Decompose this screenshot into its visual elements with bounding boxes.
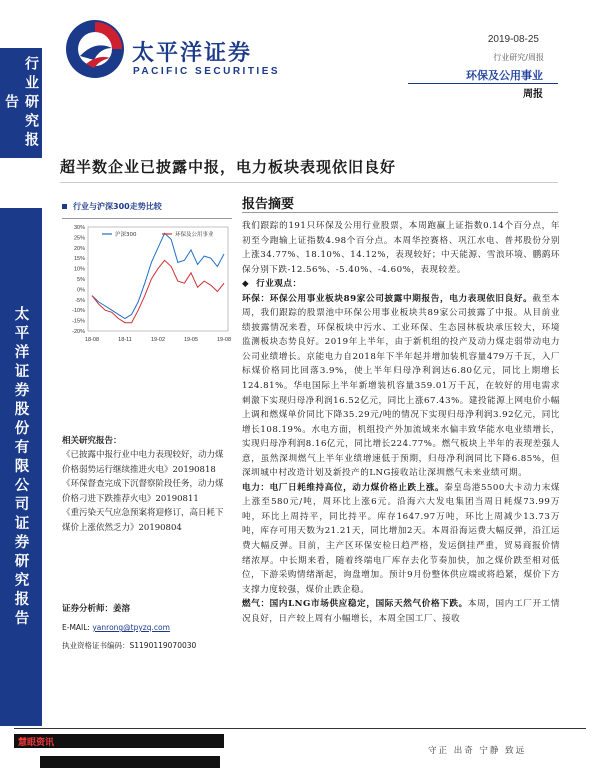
x-tick-label: 19-05 [183, 337, 199, 343]
industry-name: 环保及公用事业 [466, 69, 543, 82]
y-tick-label: 0% [77, 287, 85, 294]
sidebar-top-label: 行业研究报告 [3, 55, 39, 151]
gas-lead: 燃气：国内LNG市场供应稳定，国际天然气价格下跌。 [242, 599, 468, 610]
y-tick-label: 20% [73, 245, 85, 252]
environment-text: 截至本周，我们跟踪的股票池中环保公用事业板块共89家公司披露了中报。从目前业绩披露情况来看，环保板块中污水、工业环保、生态园林板块承压较大，环境监测板块态势良好。2019年上半年，由于新机组的投产及动力煤走弱带动电力公司业绩增长。京能电力自2018年下半年起并增加装机容量479万千瓦，入厂标煤价格同比回落3.9%，使上半年归母净利润达6.80亿元，同比上期增长124.81%。华电国际上半年新增装机容量359.01万千瓦，在较好的用电需求刺激下实现归母净利润16.52亿元，同比上涨67.43%。建投能源上网电价小幅上调和燃煤单价同比下降35.29元/吨的情况下实现归母净利润3.92亿元，同比增长108.19%。水电方面，机组投产外加流域来水偏丰致华能水电业绩增长，实现归母净利润8.16亿元，同比增长224.77%。燃气板块上半年的表现差强人意，虽然深圳燃气上半年业绩增速低于预期，归母净利润同比下降6.85%，但深圳城中村改造计划及新投产的LNG接收站让深圳燃气未来业绩可期。 [242, 293, 560, 479]
chart-heading [62, 196, 232, 219]
header-divider [408, 83, 558, 84]
power-text: 秦皇岛港5500大卡动力末煤上涨至580元/吨，周环比上涨6元。沿海六大发电集团当周日耗煤73.99万吨，环比上周持平，同比持平。库存1647.97万吨，环比上周减少13.73万吨，库存可用天数为21.21天，同比增加2天。本周沿海运费大幅反弹，沿江运费大幅反弹。目前，主产区环保安检日趋严格，发运倒挂严重，贸易商报价情绪浓厚。中长期来看，随着终端电厂库存去化节奏加快，加之煤价跌至相对低位，下游采购情绪渐起，询盘增加。预计9月份整体供应端或将趋紧，煤价下方支撑力度较强，煤价止跌企稳。 [242, 482, 560, 595]
brand-name-en: PACIFIC SECURITIES [133, 66, 281, 77]
heading-square-icon [62, 204, 67, 209]
y-tick-label: 5% [77, 277, 85, 283]
footer-redaction-bar [40, 756, 220, 768]
pacific-securities-logo-icon [64, 18, 126, 80]
analyst-email-link[interactable]: yanrong@tpyzq.com [92, 623, 170, 632]
sidebar-bottom-label: 太平洋证券股份有限公司证券研究报告 [12, 305, 29, 629]
y-tick-label: -20% [72, 329, 85, 335]
power-lead: 电力：电厂日耗维持高位，动力煤价格止跌上涨。 [242, 482, 445, 493]
y-tick-label: -10% [72, 308, 85, 315]
power-paragraph [242, 481, 560, 597]
related-heading: 相关研究报告： [62, 436, 122, 446]
email-label: E-MAIL: [62, 623, 90, 632]
series-line-2 [92, 260, 224, 322]
x-tick-label: 19-08 [216, 337, 232, 343]
plot-frame [88, 227, 228, 331]
report-type: 行业研究/周报 [493, 53, 544, 62]
x-tick-label: 18-11 [118, 337, 132, 343]
related-item[interactable]: 《重污染天气应急预案将迎修订，高日耗下煤价上涨依然乏力》20190804 [62, 508, 224, 533]
report-period: 周报 [523, 89, 543, 100]
environment-paragraph [242, 292, 560, 481]
footer-watermark [14, 734, 224, 748]
related-item[interactable]: 《环保督查完成下沉督察阶段任务，动力煤价格刁进下跌推荐火电》20190811 [62, 479, 224, 504]
report-date: 2019-08-25 [487, 34, 539, 45]
legend-label: 环保及公用事业 [175, 232, 214, 238]
y-tick-label: -15% [72, 318, 85, 325]
legend-label: 沪深300 [115, 232, 137, 238]
x-tick-label: 18-08 [84, 337, 100, 343]
related-list [62, 448, 230, 535]
analyst-email-row [62, 623, 170, 632]
footer-watermark-text: 慧眼资讯 [18, 738, 55, 748]
analyst-heading: 证券分析师：姜溶 [62, 604, 131, 614]
viewpoint-bullet [242, 277, 560, 292]
series-line-1 [92, 233, 224, 318]
gas-text: 本周，国内工厂开工情况良好，日产较上周有小幅增长，本周全国工厂、接收 [242, 599, 560, 624]
summary-body [242, 219, 560, 626]
y-tick-label: 10% [73, 266, 85, 273]
gas-paragraph [242, 597, 560, 626]
related-item[interactable]: 《已披露中报行业中电力表现较好，动力煤价格弱势运行继续推进火电》20190818 [62, 450, 224, 475]
y-tick-label: -5% [75, 297, 85, 304]
environment-lead: 环保：环保公用事业板块89家公司披露中期报告，电力表现依旧良好。 [242, 293, 533, 304]
y-tick-label: 30% [73, 225, 85, 231]
report-title: 超半数企业已披露中报，电力板块表现依旧良好 [60, 158, 397, 176]
title-divider [60, 182, 558, 183]
bullet-diamond-icon: ◆ [242, 279, 257, 290]
y-tick-label: 25% [73, 235, 85, 242]
summary-paragraph: 我们跟踪的191只环保及公用行业股票，本周跑赢上证指数0.14个百分点，年初至今跑输上证指数4.98个百分点。本周华控赛格、巩江水电、普邦股份分别上涨34.77%、18.10%、14.12%，表现较好；中天能源、雪浪环境、鹏鹞环保分别下跌-12.56%、-5.40%、-4.60%，表现较差。 [242, 221, 560, 275]
summary-divider [242, 212, 558, 213]
analyst-certificate: 执业资格证书编码：S1190119070030 [62, 641, 197, 650]
footer-divider [14, 728, 586, 729]
viewpoint-label: 行业观点： [256, 279, 302, 290]
summary-heading: 报告摘要 [242, 197, 295, 212]
chart-heading-label: 行业与沪深300走势比较 [73, 202, 162, 211]
y-tick-label: 15% [73, 256, 85, 263]
footer-motto: 守正 出奇 宁静 致远 [428, 746, 527, 756]
brand-name-cn: 太平洋证券 [132, 41, 253, 66]
x-tick-label: 19-02 [150, 337, 166, 343]
trend-chart [58, 221, 234, 347]
